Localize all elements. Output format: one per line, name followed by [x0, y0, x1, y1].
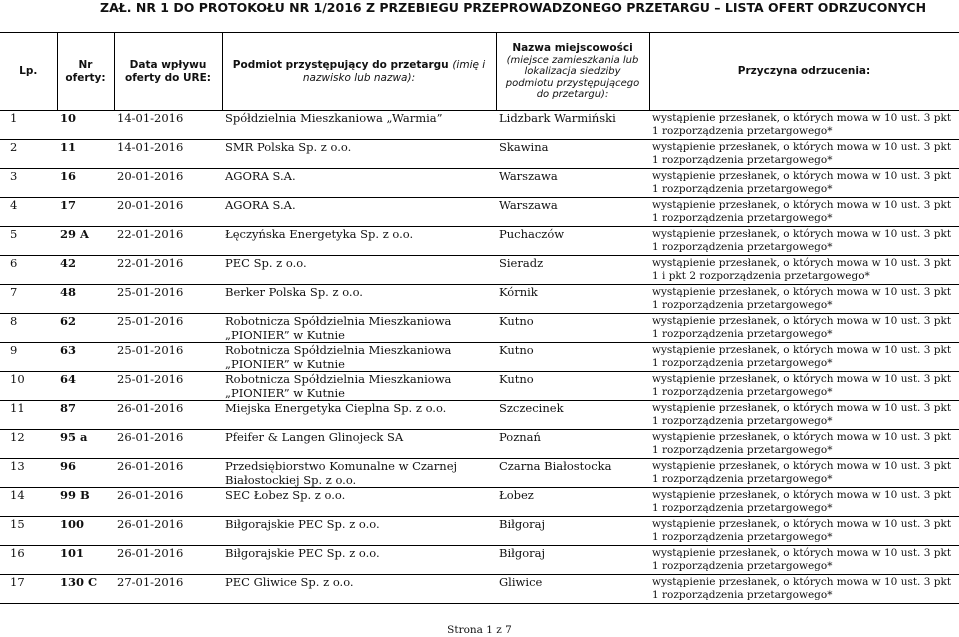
- header-nazwa-italic-1: (miejsce zamieszkania lub: [506, 54, 639, 66]
- cell-przyczyna: wystąpienie przesłanek, o których mowa w 10 ust. 3 pkt 1 rozporządzenia przetargowego*: [649, 488, 959, 517]
- cell-lp: 11: [0, 401, 57, 430]
- table-row: [0, 459, 959, 488]
- cell-data-wplywu: 25-01-2016: [114, 285, 222, 314]
- cell-przyczyna: wystąpienie przesłanek, o których mowa w 10 ust. 3 pkt 1 rozporządzenia przetargowego*: [649, 430, 959, 459]
- cell-podmiot: PEC Sp. z o.o.: [222, 256, 496, 285]
- cell-nr-oferty: 100: [57, 517, 114, 546]
- rejected-offers-table: [0, 32, 959, 604]
- table-row: [0, 256, 959, 285]
- header-przyczyna: Przyczyna odrzucenia:: [649, 33, 959, 111]
- cell-podmiot: Miejska Energetyka Cieplna Sp. z o.o.: [222, 401, 496, 430]
- cell-przyczyna: wystąpienie przesłanek, o których mowa w 10 ust. 3 pkt 1 rozporządzenia przetargowego*: [649, 372, 959, 401]
- cell-przyczyna: wystąpienie przesłanek, o których mowa w 10 ust. 3 pkt 1 rozporządzenia przetargowego*: [649, 517, 959, 546]
- table-row: [0, 372, 959, 401]
- table-row: [0, 285, 959, 314]
- cell-nr-oferty: 17: [57, 198, 114, 227]
- cell-przyczyna: wystąpienie przesłanek, o których mowa w 10 ust. 3 pkt 1 rozporządzenia przetargowego*: [649, 575, 959, 604]
- cell-nr-oferty: 16: [57, 169, 114, 198]
- cell-miejscowosc: Kórnik: [496, 285, 649, 314]
- cell-przyczyna: wystąpienie przesłanek, o których mowa w 10 ust. 3 pkt 1 rozporządzenia przetargowego*: [649, 343, 959, 372]
- cell-przyczyna: wystąpienie przesłanek, o których mowa w 10 ust. 3 pkt 1 rozporządzenia przetargowego*: [649, 169, 959, 198]
- cell-podmiot: Spółdzielnia Mieszkaniowa „Warmia”: [222, 111, 496, 140]
- cell-nr-oferty: 48: [57, 285, 114, 314]
- cell-podmiot: Przedsiębiorstwo Komunalne w Czarnej Białostockiej Sp. z o.o.: [222, 459, 496, 488]
- cell-nr-oferty: 96: [57, 459, 114, 488]
- cell-data-wplywu: 27-01-2016: [114, 575, 222, 604]
- table-row: [0, 140, 959, 169]
- cell-miejscowosc: Szczecinek: [496, 401, 649, 430]
- cell-nr-oferty: 101: [57, 546, 114, 575]
- cell-miejscowosc: Sieradz: [496, 256, 649, 285]
- cell-miejscowosc: Warszawa: [496, 169, 649, 198]
- cell-podmiot: Berker Polska Sp. z o.o.: [222, 285, 496, 314]
- cell-podmiot: Biłgorajskie PEC Sp. z o.o.: [222, 517, 496, 546]
- cell-data-wplywu: 25-01-2016: [114, 343, 222, 372]
- cell-podmiot: Łęczyńska Energetyka Sp. z o.o.: [222, 227, 496, 256]
- cell-lp: 10: [0, 372, 57, 401]
- cell-podmiot: PEC Gliwice Sp. z o.o.: [222, 575, 496, 604]
- cell-podmiot: AGORA S.A.: [222, 169, 496, 198]
- table-row: [0, 517, 959, 546]
- table-row: [0, 488, 959, 517]
- cell-przyczyna: wystąpienie przesłanek, o których mowa w 10 ust. 3 pkt 1 rozporządzenia przetargowego*: [649, 227, 959, 256]
- cell-przyczyna: wystąpienie przesłanek, o których mowa w 10 ust. 3 pkt 1 rozporządzenia przetargowego*: [649, 401, 959, 430]
- cell-lp: 2: [0, 140, 57, 169]
- table-row: [0, 111, 959, 140]
- header-data-line1: Data wpływu: [129, 59, 207, 71]
- cell-miejscowosc: Warszawa: [496, 198, 649, 227]
- cell-miejscowosc: Kutno: [496, 343, 649, 372]
- table-header: [0, 33, 959, 111]
- header-nazwa-italic-2: lokalizacja siedziby: [524, 66, 621, 78]
- cell-przyczyna: wystąpienie przesłanek, o których mowa w 10 ust. 3 pkt 1 rozporządzenia przetargowego*: [649, 285, 959, 314]
- cell-lp: 9: [0, 343, 57, 372]
- cell-lp: 17: [0, 575, 57, 604]
- table-row: [0, 575, 959, 604]
- page-title: ZAŁ. NR 1 DO PROTOKOŁU NR 1/2016 Z PRZEBIEGU PRZEPROWADZONEGO PRZETARGU – LISTA OFERT ODRZUCONYCH: [100, 0, 927, 15]
- cell-nr-oferty: 63: [57, 343, 114, 372]
- cell-podmiot: Biłgorajskie PEC Sp. z o.o.: [222, 546, 496, 575]
- header-podmiot-italic1: (imię i: [452, 59, 486, 71]
- cell-miejscowosc: Gliwice: [496, 575, 649, 604]
- cell-miejscowosc: Puchaczów: [496, 227, 649, 256]
- header-nazwa-italic-4: do przetargu):: [536, 89, 609, 101]
- table-row: [0, 227, 959, 256]
- header-nr-oferty: Nr oferty:: [57, 33, 114, 111]
- cell-przyczyna: wystąpienie przesłanek, o których mowa w 10 ust. 3 pkt 1 i pkt 2 rozporządzenia przetargowego*: [649, 256, 959, 285]
- table-row: [0, 314, 959, 343]
- cell-lp: 16: [0, 546, 57, 575]
- table-row: [0, 401, 959, 430]
- header-data-line2: oferty do URE:: [125, 71, 211, 84]
- cell-miejscowosc: Łobez: [496, 488, 649, 517]
- table-row: [0, 198, 959, 227]
- cell-podmiot: SEC Łobez Sp. z o.o.: [222, 488, 496, 517]
- cell-przyczyna: wystąpienie przesłanek, o których mowa w 10 ust. 3 pkt 1 rozporządzenia przetargowego*: [649, 459, 959, 488]
- cell-lp: 4: [0, 198, 57, 227]
- cell-podmiot: AGORA S.A.: [222, 198, 496, 227]
- cell-podmiot: Robotnicza Spółdzielnia Mieszkaniowa „PIONIER” w Kutnie: [222, 372, 496, 401]
- cell-data-wplywu: 20-01-2016: [114, 169, 222, 198]
- table-row: [0, 430, 959, 459]
- cell-miejscowosc: Poznań: [496, 430, 649, 459]
- cell-lp: 1: [0, 111, 57, 140]
- cell-nr-oferty: 99 B: [57, 488, 114, 517]
- header-nazwa-bold: Nazwa miejscowości: [512, 42, 633, 55]
- cell-podmiot: SMR Polska Sp. z o.o.: [222, 140, 496, 169]
- cell-podmiot: Pfeifer & Langen Glinojeck SA: [222, 430, 496, 459]
- header-podmiot-italic2: nazwisko lub nazwa):: [302, 71, 416, 84]
- cell-data-wplywu: 14-01-2016: [114, 140, 222, 169]
- cell-lp: 3: [0, 169, 57, 198]
- cell-przyczyna: wystąpienie przesłanek, o których mowa w 10 ust. 3 pkt 1 rozporządzenia przetargowego*: [649, 314, 959, 343]
- cell-lp: 7: [0, 285, 57, 314]
- cell-data-wplywu: 26-01-2016: [114, 459, 222, 488]
- header-nazwa-miejscowosci: [496, 33, 649, 111]
- cell-nr-oferty: 29 A: [57, 227, 114, 256]
- cell-data-wplywu: 26-01-2016: [114, 546, 222, 575]
- header-nazwa-italic-3: podmiotu przystępującego: [505, 77, 640, 89]
- cell-lp: 13: [0, 459, 57, 488]
- cell-lp: 12: [0, 430, 57, 459]
- cell-data-wplywu: 26-01-2016: [114, 488, 222, 517]
- cell-nr-oferty: 130 C: [57, 575, 114, 604]
- cell-miejscowosc: Skawina: [496, 140, 649, 169]
- cell-nr-oferty: 11: [57, 140, 114, 169]
- table-row: [0, 546, 959, 575]
- cell-miejscowosc: Lidzbark Warmiński: [496, 111, 649, 140]
- cell-podmiot: Robotnicza Spółdzielnia Mieszkaniowa „PIONIER” w Kutnie: [222, 343, 496, 372]
- cell-podmiot: Robotnicza Spółdzielnia Mieszkaniowa „PIONIER” w Kutnie: [222, 314, 496, 343]
- cell-nr-oferty: 42: [57, 256, 114, 285]
- cell-przyczyna: wystąpienie przesłanek, o których mowa w 10 ust. 3 pkt 1 rozporządzenia przetargowego*: [649, 140, 959, 169]
- cell-miejscowosc: Kutno: [496, 314, 649, 343]
- table-row: [0, 169, 959, 198]
- header-podmiot-bold: Podmiot przystępujący do przetargu: [232, 59, 449, 71]
- page-footer: Strona 1 z 7: [447, 624, 512, 636]
- cell-lp: 8: [0, 314, 57, 343]
- cell-nr-oferty: 10: [57, 111, 114, 140]
- cell-lp: 14: [0, 488, 57, 517]
- cell-data-wplywu: 26-01-2016: [114, 401, 222, 430]
- header-podmiot: [222, 33, 496, 111]
- cell-miejscowosc: Kutno: [496, 372, 649, 401]
- cell-nr-oferty: 62: [57, 314, 114, 343]
- cell-lp: 6: [0, 256, 57, 285]
- cell-data-wplywu: 25-01-2016: [114, 372, 222, 401]
- cell-przyczyna: wystąpienie przesłanek, o których mowa w 10 ust. 3 pkt 1 rozporządzenia przetargowego*: [649, 546, 959, 575]
- cell-data-wplywu: 26-01-2016: [114, 430, 222, 459]
- table-row: [0, 343, 959, 372]
- cell-data-wplywu: 26-01-2016: [114, 517, 222, 546]
- cell-data-wplywu: 22-01-2016: [114, 256, 222, 285]
- cell-data-wplywu: 20-01-2016: [114, 198, 222, 227]
- cell-miejscowosc: Czarna Białostocka: [496, 459, 649, 488]
- cell-nr-oferty: 87: [57, 401, 114, 430]
- cell-lp: 5: [0, 227, 57, 256]
- cell-data-wplywu: 22-01-2016: [114, 227, 222, 256]
- table-body: [0, 111, 959, 604]
- cell-miejscowosc: Biłgoraj: [496, 517, 649, 546]
- cell-data-wplywu: 25-01-2016: [114, 314, 222, 343]
- cell-miejscowosc: Biłgoraj: [496, 546, 649, 575]
- header-data-wplywu: [114, 33, 222, 111]
- cell-data-wplywu: 14-01-2016: [114, 111, 222, 140]
- cell-nr-oferty: 95 a: [57, 430, 114, 459]
- cell-lp: 15: [0, 517, 57, 546]
- cell-nr-oferty: 64: [57, 372, 114, 401]
- cell-przyczyna: wystąpienie przesłanek, o których mowa w 10 ust. 3 pkt 1 rozporządzenia przetargowego*: [649, 111, 959, 140]
- cell-przyczyna: wystąpienie przesłanek, o których mowa w 10 ust. 3 pkt 1 rozporządzenia przetargowego*: [649, 198, 959, 227]
- header-lp: Lp.: [0, 33, 57, 111]
